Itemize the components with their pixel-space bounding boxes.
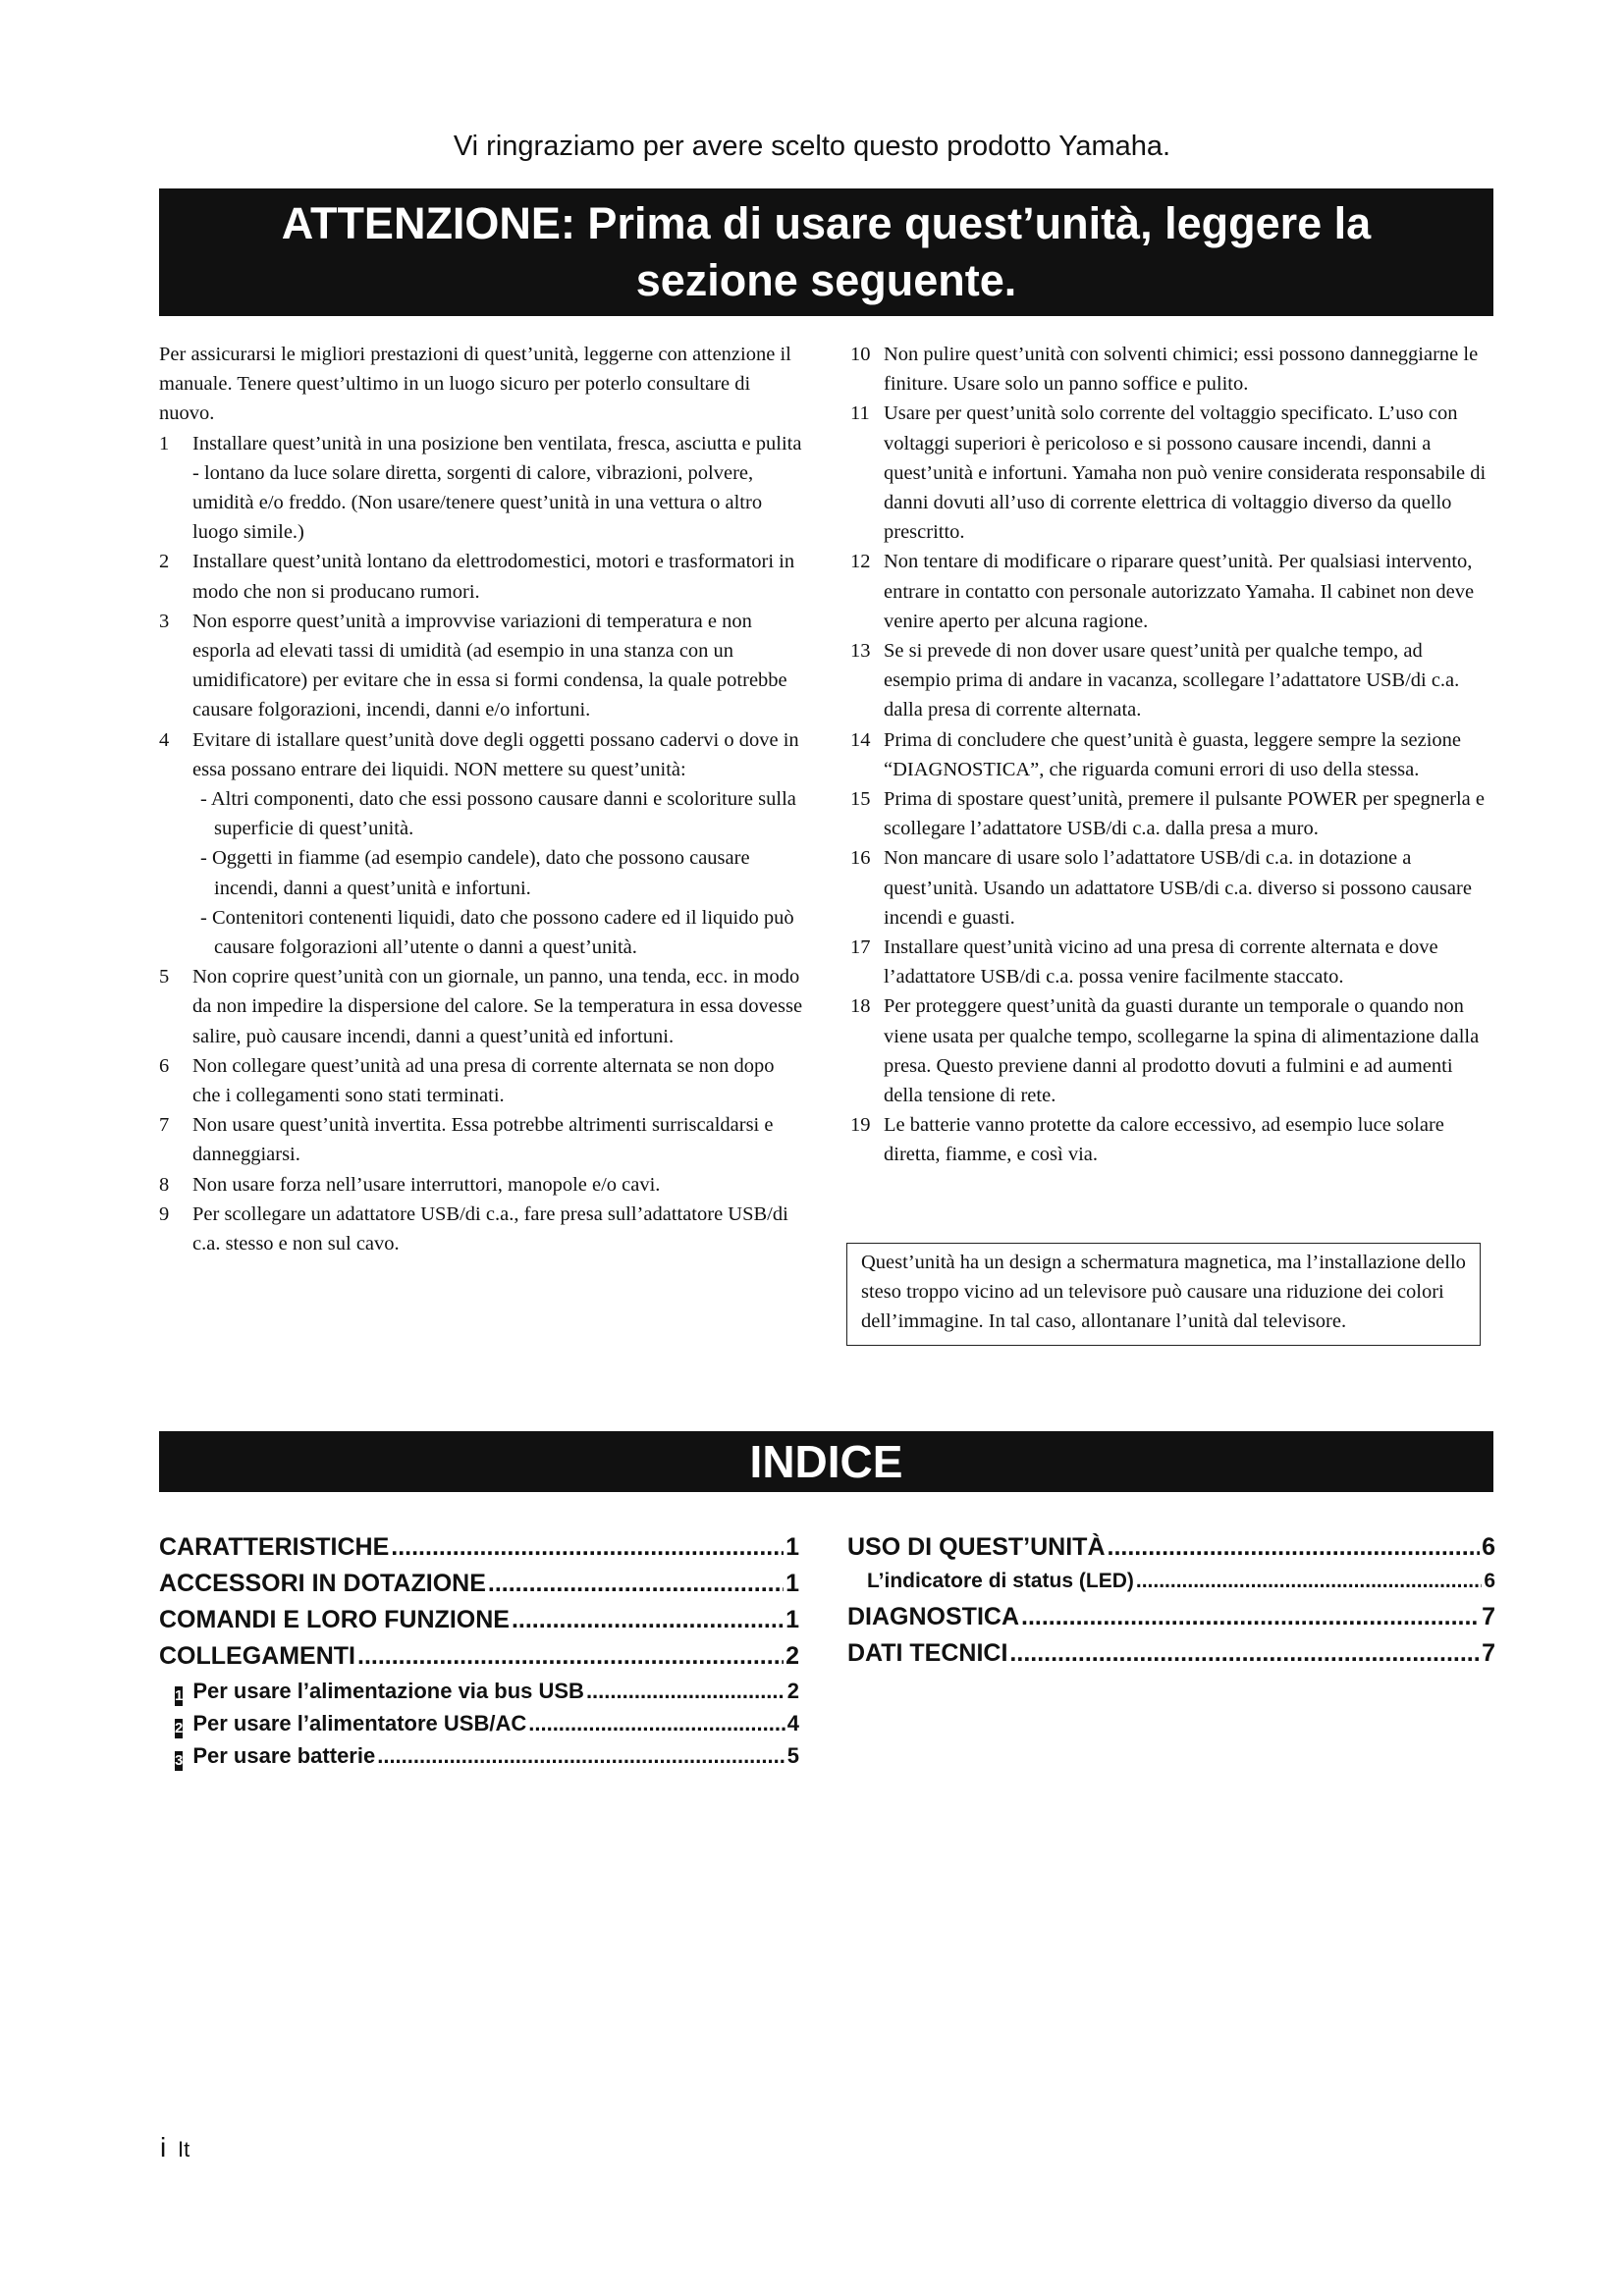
safety-item-1: 1 Installare quest’unità in una posizione ben ventilata, fresca, asciutta e pulita - lontano da luce solare diretta, sorgenti di calore, vibrazioni, polvere, umidità e/o freddo. (Non usare/tenere quest’unità in una vettura o altro luogo simile.): [159, 432, 802, 544]
language-code: It: [178, 2137, 190, 2162]
toc-entry-collegamenti[interactable]: COLLEGAMENTI ..... 2: [159, 1642, 799, 1679]
toc-entry-caratteristiche[interactable]: CARATTERISTICHE ..... 1: [159, 1533, 799, 1570]
safety-item-14: 14 Prima di concludere che quest’unità è guasta, leggere sempre la sezione “DIAGNOSTICA”, che riguarda comuni errori di uso della stessa.: [850, 728, 1461, 780]
warning-title: ATTENZIONE: Prima di usare quest’unità, leggere la sezione seguente.: [281, 198, 1372, 305]
toc-sub-batterie[interactable]: 3 Per usare batterie ..... 5: [159, 1743, 799, 1776]
safety-item-15: 15 Prima di spostare quest’unità, premere il pulsante POWER per spegnerla e scollegare l’adattatore USB/di c.a. dalla presa a muro.: [850, 788, 1485, 840]
toc-sub-usb-ac[interactable]: 2 Per usare l’alimentatore USB/AC ..... 4: [159, 1711, 799, 1743]
number-marker-icon: 2: [175, 1720, 184, 1736]
safety-item-8: 8 Non usare forza nell’usare interruttori, manopole e/o cavi.: [159, 1173, 661, 1196]
safety-item-2: 2 Installare quest’unità lontano da elettrodomestici, motori e trasformatori in modo che non si producano rumori.: [159, 551, 795, 603]
safety-item-19: 19 Le batterie vanno protette da calore eccessivo, ad esempio luce solare diretta, fiamme, e così via.: [850, 1114, 1444, 1166]
magnetic-shielding-notice: Quest’unità ha un design a schermatura magnetica, ma l’installazione dello steso troppo vicino ad un televisore può causare una riduzione dei colori dell’immagine. In tal caso, allontanare l’unità dal televisore.: [846, 1243, 1481, 1346]
toc-entry-dati-tecnici[interactable]: DATI TECNICI ..... 7: [847, 1639, 1495, 1676]
page-number: i: [160, 2132, 167, 2163]
right-column: [850, 340, 1494, 1170]
item4-sub-3: - Contenitori contenenti liquidi, dato che possono cadere ed il liquido può causare folgorazioni all’utente o danni a quest’unità.: [200, 906, 794, 959]
warning-banner: [159, 188, 1493, 316]
toc-left-column: [159, 1533, 799, 1776]
toc-sub-indicatore[interactable]: L’indicatore di status (LED) ..... 6: [847, 1570, 1495, 1603]
safety-item-3: 3 Non esporre quest’unità a improvvise variazioni di temperatura e non esporla ad elevati tassi di umidità (ad esempio in una stanza con un umidificatore) per evitare che in essa si formi condensa, la quale potrebbe causare folgorazioni, incendi, danni e/o infortuni.: [159, 610, 787, 721]
safety-item-10: 10 Non pulire quest’unità con solventi chimici; essi possono danneggiarne le finiture. Usare solo un panno soffice e pulito.: [850, 344, 1479, 396]
thanks-line: Vi ringraziamo per avere scelto questo prodotto Yamaha.: [453, 131, 1171, 162]
safety-item-12: 12 Non tentare di modificare o riparare quest’unità. Per qualsiasi intervento, entrare in contatto con personale autorizzato Yamaha. Il cabinet non deve venire aperto per alcuna ragione.: [850, 551, 1475, 632]
safety-item-4: 4 Evitare di istallare quest’unità dove degli oggetti possano cadervi o dove in essa possano entrare dei liquidi. NON mettere su quest’unità:: [159, 728, 799, 780]
index-banner: [159, 1431, 1493, 1492]
toc-entry-diagnostica[interactable]: DIAGNOSTICA ..... 7: [847, 1603, 1495, 1639]
number-marker-icon: 1: [175, 1687, 184, 1704]
toc-right-column: [847, 1533, 1495, 1676]
item4-sub-1: - Altri componenti, dato che essi possono causare danni e scoloriture sulla superficie di quest’unità.: [200, 788, 796, 840]
safety-item-16: 16 Non mancare di usare solo l’adattatore USB/di c.a. in dotazione a quest’unità. Usando un adattatore USB/di c.a. diverso si possono causare incendi e guasti.: [850, 847, 1472, 929]
intro-paragraph: Per assicurarsi le migliori prestazioni di quest’unità, leggerne con attenzione il manuale. Tenere quest’ultimo in un luogo sicuro per poterlo consultare di nuovo.: [159, 344, 791, 425]
toc-entry-uso[interactable]: USO DI QUEST’UNITÀ ..... 6: [847, 1533, 1495, 1570]
page-footer: [160, 2132, 189, 2163]
index-title: INDICE: [749, 1436, 903, 1487]
safety-item-9: 9 Per scollegare un adattatore USB/di c.a., fare presa sull’adattatore USB/di c.a. stesso e non sul cavo.: [159, 1202, 788, 1255]
safety-item-13: 13 Se si prevede di non dover usare quest’unità per qualche tempo, ad esempio prima di andare in vacanza, scollegare l’adattatore USB/di c.a. dalla presa di corrente alternata.: [850, 640, 1460, 721]
safety-item-5: 5 Non coprire quest’unità con un giornale, un panno, una tenda, ecc. in modo da non impedire la dispersione del calore. Se la temperatura in essa dovesse salire, può causare incendi, danni a quest’unità ed infortuni.: [159, 966, 803, 1047]
safety-item-11: 11 Usare per quest’unità solo corrente del voltaggio specificato. L’uso con voltaggi superiori è pericoloso e si possono causare incendi, danni a quest’unità e infortuni. Yamaha non può venire considerata responsabile di danni dovuti all’uso di corrente elettrica di voltaggio diverso da quello prescritto.: [850, 402, 1487, 544]
number-marker-icon: 3: [175, 1752, 184, 1769]
item4-sub-2: - Oggetti in fiamme (ad esempio candele), dato che possono causare incendi, danni a quest’unità e infortuni.: [200, 847, 750, 899]
safety-item-18: 18 Per proteggere quest’unità da guasti durante un temporale o quando non viene usata per qualche tempo, scollegarne la spina di alimentazione dalla presa. Questo previene danni al prodotto dovuti a fulmini e ad aumenti della tensione di rete.: [850, 995, 1480, 1107]
toc-entry-comandi[interactable]: COMANDI E LORO FUNZIONE ..... 1: [159, 1606, 799, 1642]
toc-sub-usb-bus[interactable]: 1 Per usare l’alimentazione via bus USB ..... 2: [159, 1679, 799, 1711]
safety-item-17: 17 Installare quest’unità vicino ad una presa di corrente alternata e dove l’adattatore USB/di c.a. possa venire facilmente staccato.: [850, 936, 1438, 988]
safety-item-7: 7 Non usare quest’unità invertita. Essa potrebbe altrimenti surriscaldarsi e danneggiarsi.: [159, 1114, 774, 1166]
toc-entry-accessori[interactable]: ACCESSORI IN DOTAZIONE ..... 1: [159, 1570, 799, 1606]
safety-item-6: 6 Non collegare quest’unità ad una presa di corrente alternata se non dopo che i collegamenti sono stati terminati.: [159, 1054, 775, 1107]
left-column: [159, 340, 805, 1258]
